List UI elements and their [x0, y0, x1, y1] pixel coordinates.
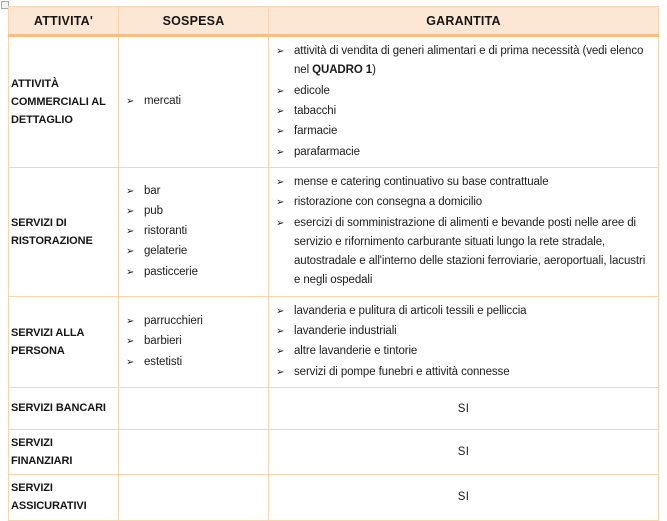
garantita-list: [271, 302, 656, 382]
table-header-row: [9, 7, 659, 36]
bullet-item: [121, 312, 266, 331]
bullet-item-text: pub: [144, 204, 163, 217]
bullet-item-text: barbieri: [144, 335, 182, 348]
arrow-bullet-icon: ➢: [276, 146, 285, 158]
arrow-bullet-icon: ➢: [126, 336, 135, 348]
sospesa-cell: [119, 296, 269, 387]
bullet-item-text: farmacie: [294, 125, 338, 138]
sospesa-list: [121, 182, 266, 283]
bullet-item-text: attività di vendita di generi alimentari e di prima necessità (vedi elenco nel QUADRO 1): [294, 45, 644, 77]
activity-label: SERVIZI ASSICURATIVI: [9, 475, 119, 520]
garantita-cell: [269, 296, 659, 387]
arrow-bullet-icon: ➢: [126, 96, 135, 108]
bullet-item: [271, 122, 656, 141]
bullet-item: [271, 342, 656, 361]
table-row-servizi-bancari: [9, 388, 659, 430]
bullet-item-text: ristoranti: [144, 225, 188, 238]
arrow-bullet-icon: ➢: [126, 315, 135, 327]
header-cell-garantita: GARANTITA: [269, 7, 659, 36]
arrow-bullet-icon: ➢: [276, 305, 285, 317]
bullet-item: [121, 242, 266, 261]
sospesa-cell-empty: [119, 430, 269, 475]
bullet-item-text: edicole: [294, 84, 330, 97]
table-row-servizi-finanziari: [9, 430, 659, 475]
arrow-bullet-icon: ➢: [276, 346, 285, 358]
arrow-bullet-icon: ➢: [126, 185, 135, 197]
bullet-item: [271, 322, 656, 341]
bullet-item: [271, 193, 656, 212]
garantita-cell: [269, 36, 659, 168]
bullet-item-text: pasticcerie: [144, 265, 198, 278]
activities-table: [8, 6, 659, 521]
bullet-item: [271, 102, 656, 121]
bullet-item-text: altre lavanderie e tintorie: [294, 345, 418, 358]
bullet-item: [271, 214, 656, 291]
sospesa-list: [121, 92, 266, 111]
sospesa-cell-empty: [119, 388, 269, 430]
bullet-item: [121, 182, 266, 201]
activity-label: SERVIZI FINANZIARI: [9, 430, 119, 475]
arrow-bullet-icon: ➢: [126, 226, 135, 238]
activity-label: SERVIZI DI RISTORAZIONE: [9, 167, 119, 296]
bullet-item-text: lavanderie industriali: [294, 325, 397, 338]
bullet-item-text: parrucchieri: [144, 314, 203, 327]
arrow-bullet-icon: ➢: [276, 217, 285, 229]
garantita-si-value: SI: [269, 475, 659, 520]
garantita-list: [271, 173, 656, 291]
activity-label: SERVIZI BANCARI: [9, 388, 119, 430]
sospesa-list: [121, 312, 266, 372]
bullet-item: [271, 363, 656, 382]
bullet-item: [121, 332, 266, 351]
bullet-item-text: bar: [144, 184, 161, 197]
garantita-si-value: SI: [269, 430, 659, 475]
table-row-servizi-assicurativi: [9, 475, 659, 520]
bullet-item-text: mercati: [144, 95, 182, 108]
bullet-item-text: ristorazione con consegna a domicilio: [294, 196, 483, 209]
bullet-item-text: esercizi di somministrazione di alimenti e bevande posti nelle aree di servizio e rifornimento carburante situati lungo la rete stradale, autostradale e all'interno delle stazioni ferroviarie, aeroportuali, lacustri e negli ospedali: [294, 216, 646, 287]
bullet-item-text: parafarmacie: [294, 145, 360, 158]
arrow-bullet-icon: ➢: [276, 85, 285, 97]
bullet-item: [121, 222, 266, 241]
garantita-cell: [269, 167, 659, 296]
table-row-servizi-persona: [9, 296, 659, 387]
sospesa-cell: [119, 167, 269, 296]
bullet-item-text: servizi di pompe funebri e attività connesse: [294, 365, 510, 378]
bullet-item: [271, 42, 656, 81]
arrow-bullet-icon: ➢: [126, 246, 135, 258]
garantita-si-value: SI: [269, 388, 659, 430]
bullet-item: [271, 143, 656, 162]
header-cell-attivita: ATTIVITA': [9, 7, 119, 36]
arrow-bullet-icon: ➢: [276, 46, 285, 57]
garantita-list: [271, 42, 656, 162]
bullet-item-text: estetisti: [144, 355, 183, 368]
sospesa-cell-empty: [119, 475, 269, 520]
arrow-bullet-icon: ➢: [126, 266, 135, 278]
arrow-bullet-icon: ➢: [126, 356, 135, 368]
bullet-item: [121, 353, 266, 372]
header-cell-sospesa: SOSPESA: [119, 7, 269, 36]
bullet-item: [121, 263, 266, 282]
bullet-item: [271, 302, 656, 321]
arrow-bullet-icon: ➢: [276, 326, 285, 338]
bullet-item: [121, 92, 266, 111]
arrow-bullet-icon: ➢: [276, 126, 285, 138]
arrow-bullet-icon: ➢: [276, 176, 285, 188]
arrow-bullet-icon: ➢: [276, 366, 285, 378]
bullet-item-text: lavanderia e pulitura di articoli tessili e pelliccia: [294, 304, 527, 317]
bullet-item-text: gelaterie: [144, 245, 188, 258]
bullet-item: [121, 202, 266, 221]
bullet-item-text: mense e catering continuativo su base contrattuale: [294, 175, 549, 188]
arrow-bullet-icon: ➢: [276, 197, 285, 209]
arrow-bullet-icon: ➢: [126, 205, 135, 217]
bullet-item: [271, 173, 656, 192]
sospesa-cell: [119, 36, 269, 168]
arrow-bullet-icon: ➢: [276, 105, 285, 117]
activity-label: SERVIZI ALLA PERSONA: [9, 296, 119, 387]
activity-label: ATTIVITÀ COMMERCIALI AL DETTAGLIO: [9, 36, 119, 168]
bullet-item-text: tabacchi: [294, 104, 337, 117]
bullet-item: [271, 82, 656, 101]
table-row-attivita-commerciali: [9, 36, 659, 168]
table-row-servizi-ristorazione: [9, 167, 659, 296]
